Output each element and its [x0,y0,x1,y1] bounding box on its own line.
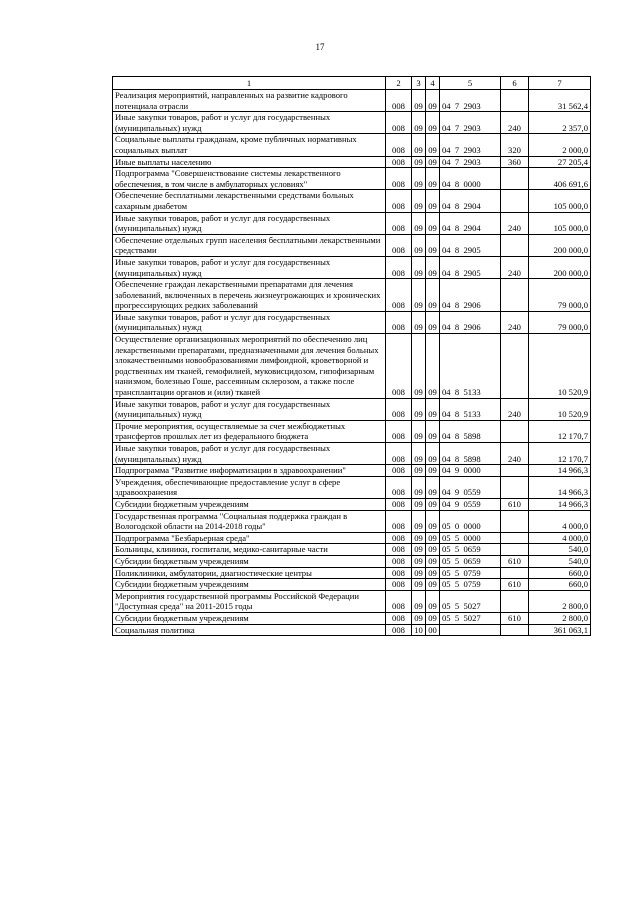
row-target-cell [440,624,501,636]
table-row [113,510,591,532]
row-expense-type-cell [501,279,529,312]
header-col-2: 2 [386,77,412,90]
row-subsection-cell: 09 [426,212,440,234]
row-name-cell: Подпрограмма "Безбарьерная среда" [113,532,386,544]
row-target-cell: 05 5 0000 [440,532,501,544]
row-code-cell: 008 [386,190,412,212]
row-subsection-cell: 09 [426,544,440,556]
table-row [113,311,591,333]
row-code-cell: 008 [386,476,412,498]
row-section-cell: 09 [412,590,426,612]
table-row [113,90,591,112]
row-amount-cell: 2 800,0 [529,612,591,624]
row-section-cell: 09 [412,311,426,333]
row-section-cell: 09 [412,612,426,624]
table-row [113,190,591,212]
row-code-cell: 008 [386,624,412,636]
row-section-cell: 09 [412,420,426,442]
table-row [113,532,591,544]
row-amount-cell: 14 966,3 [529,498,591,510]
row-target-cell: 05 5 0659 [440,555,501,567]
row-subsection-cell: 09 [426,510,440,532]
row-section-cell: 09 [412,256,426,278]
row-code-cell: 008 [386,498,412,510]
row-name-cell: Иные закупки товаров, работ и услуг для государственных (муниципальных) нужд [113,256,386,278]
row-section-cell: 09 [412,398,426,420]
row-expense-type-cell: 610 [501,612,529,624]
row-code-cell: 008 [386,212,412,234]
row-subsection-cell: 09 [426,234,440,256]
header-col-5: 5 [440,77,501,90]
row-target-cell: 04 7 2903 [440,156,501,168]
row-section-cell: 09 [412,168,426,190]
row-name-cell: Субсидии бюджетным учреждениям [113,579,386,591]
row-subsection-cell: 09 [426,256,440,278]
table-row [113,590,591,612]
table-body [113,90,591,636]
row-name-cell: Подпрограмма "Развитие информатизации в здравоохранении" [113,465,386,477]
row-amount-cell: 105 000,0 [529,212,591,234]
row-amount-cell: 200 000,0 [529,256,591,278]
row-name-cell: Субсидии бюджетным учреждениям [113,555,386,567]
row-amount-cell: 31 562,4 [529,90,591,112]
table-row [113,168,591,190]
row-section-cell: 09 [412,498,426,510]
row-code-cell: 008 [386,168,412,190]
row-section-cell: 09 [412,134,426,156]
row-subsection-cell: 09 [426,398,440,420]
row-name-cell: Субсидии бюджетным учреждениям [113,612,386,624]
row-amount-cell: 14 966,3 [529,476,591,498]
row-code-cell: 008 [386,156,412,168]
row-amount-cell: 200 000,0 [529,234,591,256]
row-target-cell: 04 8 5133 [440,334,501,399]
row-section-cell: 09 [412,112,426,134]
row-amount-cell: 10 520,9 [529,334,591,399]
header-col-1: 1 [113,77,386,90]
row-amount-cell: 27 205,4 [529,156,591,168]
row-code-cell: 008 [386,555,412,567]
row-name-cell: Мероприятия государственной программы Российской Федерации "Доступная среда" на 2011-2015 годы [113,590,386,612]
row-code-cell: 008 [386,443,412,465]
row-target-cell: 04 8 2906 [440,279,501,312]
row-subsection-cell: 09 [426,134,440,156]
table-row [113,398,591,420]
row-section-cell: 09 [412,510,426,532]
header-col-7: 7 [529,77,591,90]
row-target-cell: 05 5 0759 [440,567,501,579]
row-amount-cell: 12 170,7 [529,420,591,442]
row-code-cell: 008 [386,279,412,312]
row-code-cell: 008 [386,420,412,442]
row-section-cell: 09 [412,334,426,399]
row-expense-type-cell [501,510,529,532]
row-code-cell: 008 [386,544,412,556]
row-target-cell: 05 5 0659 [440,544,501,556]
row-amount-cell: 105 000,0 [529,190,591,212]
row-expense-type-cell: 610 [501,579,529,591]
row-subsection-cell: 09 [426,420,440,442]
header-col-3: 3 [412,77,426,90]
table-row [113,112,591,134]
table-row [113,234,591,256]
row-section-cell: 09 [412,279,426,312]
row-name-cell: Обеспечение граждан лекарственными препаратами для лечения заболеваний, включенных в перечень жизнеугрожающих и хронических прогрессирующих редких заболеваний [113,279,386,312]
row-target-cell: 04 9 0000 [440,465,501,477]
row-expense-type-cell [501,567,529,579]
row-target-cell: 04 9 0559 [440,476,501,498]
row-amount-cell: 79 000,0 [529,279,591,312]
table-row [113,579,591,591]
row-name-cell: Обеспечение отдельных групп населения бесплатными лекарственными средствами [113,234,386,256]
row-target-cell: 04 8 2905 [440,256,501,278]
row-expense-type-cell: 240 [501,112,529,134]
row-name-cell: Больницы, клиники, госпитали, медико-санитарные части [113,544,386,556]
row-subsection-cell: 09 [426,156,440,168]
table-row [113,465,591,477]
table-row [113,279,591,312]
row-code-cell: 008 [386,465,412,477]
row-name-cell: Социальная политика [113,624,386,636]
row-amount-cell: 79 000,0 [529,311,591,333]
row-name-cell: Государственная программа "Социальная поддержка граждан в Вологодской области на 2014-2018 годы" [113,510,386,532]
row-section-cell: 09 [412,465,426,477]
row-amount-cell: 14 966,3 [529,465,591,477]
row-expense-type-cell [501,168,529,190]
row-expense-type-cell: 320 [501,134,529,156]
row-expense-type-cell [501,590,529,612]
row-name-cell: Подпрограмма "Совершенствование системы лекарственного обеспечения, в том числе в амбулаторных условиях" [113,168,386,190]
row-subsection-cell: 09 [426,465,440,477]
row-section-cell: 09 [412,532,426,544]
row-code-cell: 008 [386,510,412,532]
row-code-cell: 008 [386,234,412,256]
row-code-cell: 008 [386,567,412,579]
row-expense-type-cell [501,624,529,636]
row-subsection-cell: 09 [426,334,440,399]
row-subsection-cell: 09 [426,476,440,498]
row-amount-cell: 361 063,1 [529,624,591,636]
row-subsection-cell: 09 [426,190,440,212]
row-subsection-cell: 09 [426,443,440,465]
row-section-cell: 09 [412,212,426,234]
table-row [113,256,591,278]
row-code-cell: 008 [386,398,412,420]
header-row [113,77,591,90]
row-expense-type-cell [501,476,529,498]
row-target-cell: 04 8 2904 [440,212,501,234]
row-amount-cell: 660,0 [529,579,591,591]
row-code-cell: 008 [386,134,412,156]
row-amount-cell: 2 357,0 [529,112,591,134]
row-section-cell: 09 [412,156,426,168]
row-code-cell: 008 [386,334,412,399]
row-subsection-cell: 00 [426,624,440,636]
row-subsection-cell: 09 [426,590,440,612]
row-expense-type-cell: 240 [501,311,529,333]
table-row [113,624,591,636]
table-row [113,544,591,556]
row-subsection-cell: 09 [426,532,440,544]
row-expense-type-cell [501,465,529,477]
row-name-cell: Иные закупки товаров, работ и услуг для государственных (муниципальных) нужд [113,311,386,333]
row-code-cell: 008 [386,311,412,333]
row-target-cell: 04 7 2903 [440,112,501,134]
row-code-cell: 008 [386,90,412,112]
row-name-cell: Учреждения, обеспечивающие предоставление услуг в сфере здравоохранения [113,476,386,498]
table-row [113,443,591,465]
row-target-cell: 04 8 2906 [440,311,501,333]
row-target-cell: 05 5 5027 [440,590,501,612]
row-expense-type-cell [501,334,529,399]
table-row [113,420,591,442]
row-subsection-cell: 09 [426,567,440,579]
row-subsection-cell: 09 [426,112,440,134]
row-name-cell: Прочие мероприятия, осуществляемые за счет межбюджетных трансфертов прошлых лет из федерального бюджета [113,420,386,442]
row-expense-type-cell: 610 [501,555,529,567]
row-subsection-cell: 09 [426,498,440,510]
row-name-cell: Осуществление организационных мероприятий по обеспечению лиц лекарственными препаратами, предназначенными для лечения больных злокачественными новообразованиями лимфоидной, кроветворной и родственных им тканей, гемофилией, муковисцидозом, гипофизарным нанизмом, болезнью Гоше, рассеянным склерозом, а также после трансплантации органов и (или) тканей [113,334,386,399]
row-section-cell: 09 [412,190,426,212]
row-name-cell: Иные закупки товаров, работ и услуг для государственных (муниципальных) нужд [113,443,386,465]
table-row [113,476,591,498]
row-subsection-cell: 09 [426,311,440,333]
row-name-cell: Иные закупки товаров, работ и услуг для государственных (муниципальных) нужд [113,212,386,234]
row-expense-type-cell [501,532,529,544]
row-amount-cell: 2 000,0 [529,134,591,156]
table-row [113,134,591,156]
row-expense-type-cell: 610 [501,498,529,510]
table-row [113,567,591,579]
table-row [113,612,591,624]
row-amount-cell: 12 170,7 [529,443,591,465]
row-name-cell: Иные выплаты населению [113,156,386,168]
row-target-cell: 04 8 5898 [440,443,501,465]
row-subsection-cell: 09 [426,612,440,624]
row-subsection-cell: 09 [426,90,440,112]
row-amount-cell: 10 520,9 [529,398,591,420]
row-target-cell: 04 7 2903 [440,90,501,112]
row-expense-type-cell [501,544,529,556]
row-expense-type-cell: 240 [501,256,529,278]
row-expense-type-cell: 240 [501,212,529,234]
row-target-cell: 05 5 5027 [440,612,501,624]
row-amount-cell: 660,0 [529,567,591,579]
row-expense-type-cell [501,420,529,442]
row-target-cell: 04 8 0000 [440,168,501,190]
row-section-cell: 09 [412,476,426,498]
row-subsection-cell: 09 [426,579,440,591]
row-expense-type-cell: 360 [501,156,529,168]
row-name-cell: Обеспечение бесплатными лекарственными средствами больных сахарным диабетом [113,190,386,212]
page-number: 17 [315,42,325,52]
row-section-cell: 09 [412,443,426,465]
row-name-cell: Иные закупки товаров, работ и услуг для государственных (муниципальных) нужд [113,112,386,134]
row-subsection-cell: 09 [426,555,440,567]
row-section-cell: 09 [412,555,426,567]
table-row [113,498,591,510]
row-code-cell: 008 [386,532,412,544]
row-section-cell: 09 [412,567,426,579]
row-amount-cell: 2 800,0 [529,590,591,612]
row-name-cell: Реализация мероприятий, направленных на развитие кадрового потенциала отрасли [113,90,386,112]
row-name-cell: Поликлиники, амбулатории, диагностические центры [113,567,386,579]
row-code-cell: 008 [386,112,412,134]
row-section-cell: 09 [412,544,426,556]
header-col-6: 6 [501,77,529,90]
row-code-cell: 008 [386,612,412,624]
row-code-cell: 008 [386,590,412,612]
row-code-cell: 008 [386,256,412,278]
table-row [113,334,591,399]
table-row [113,156,591,168]
table-row [113,212,591,234]
row-expense-type-cell [501,234,529,256]
row-amount-cell: 406 691,6 [529,168,591,190]
table-row [113,555,591,567]
row-expense-type-cell [501,90,529,112]
row-name-cell: Социальные выплаты гражданам, кроме публичных нормативных социальных выплат [113,134,386,156]
row-amount-cell: 4 000,0 [529,532,591,544]
row-target-cell: 04 8 2905 [440,234,501,256]
row-expense-type-cell: 240 [501,398,529,420]
row-subsection-cell: 09 [426,168,440,190]
row-expense-type-cell: 240 [501,443,529,465]
row-name-cell: Иные закупки товаров, работ и услуг для государственных (муниципальных) нужд [113,398,386,420]
row-expense-type-cell [501,190,529,212]
row-target-cell: 04 9 0559 [440,498,501,510]
row-section-cell: 09 [412,234,426,256]
row-amount-cell: 540,0 [529,544,591,556]
row-section-cell: 09 [412,579,426,591]
row-target-cell: 04 7 2903 [440,134,501,156]
row-target-cell: 04 8 5898 [440,420,501,442]
header-col-4: 4 [426,77,440,90]
row-subsection-cell: 09 [426,279,440,312]
row-target-cell: 05 0 0000 [440,510,501,532]
row-name-cell: Субсидии бюджетным учреждениям [113,498,386,510]
row-target-cell: 05 5 0759 [440,579,501,591]
row-target-cell: 04 8 5133 [440,398,501,420]
row-amount-cell: 540,0 [529,555,591,567]
row-section-cell: 10 [412,624,426,636]
budget-table [112,76,591,636]
row-section-cell: 09 [412,90,426,112]
row-target-cell: 04 8 2904 [440,190,501,212]
row-code-cell: 008 [386,579,412,591]
row-amount-cell: 4 000,0 [529,510,591,532]
